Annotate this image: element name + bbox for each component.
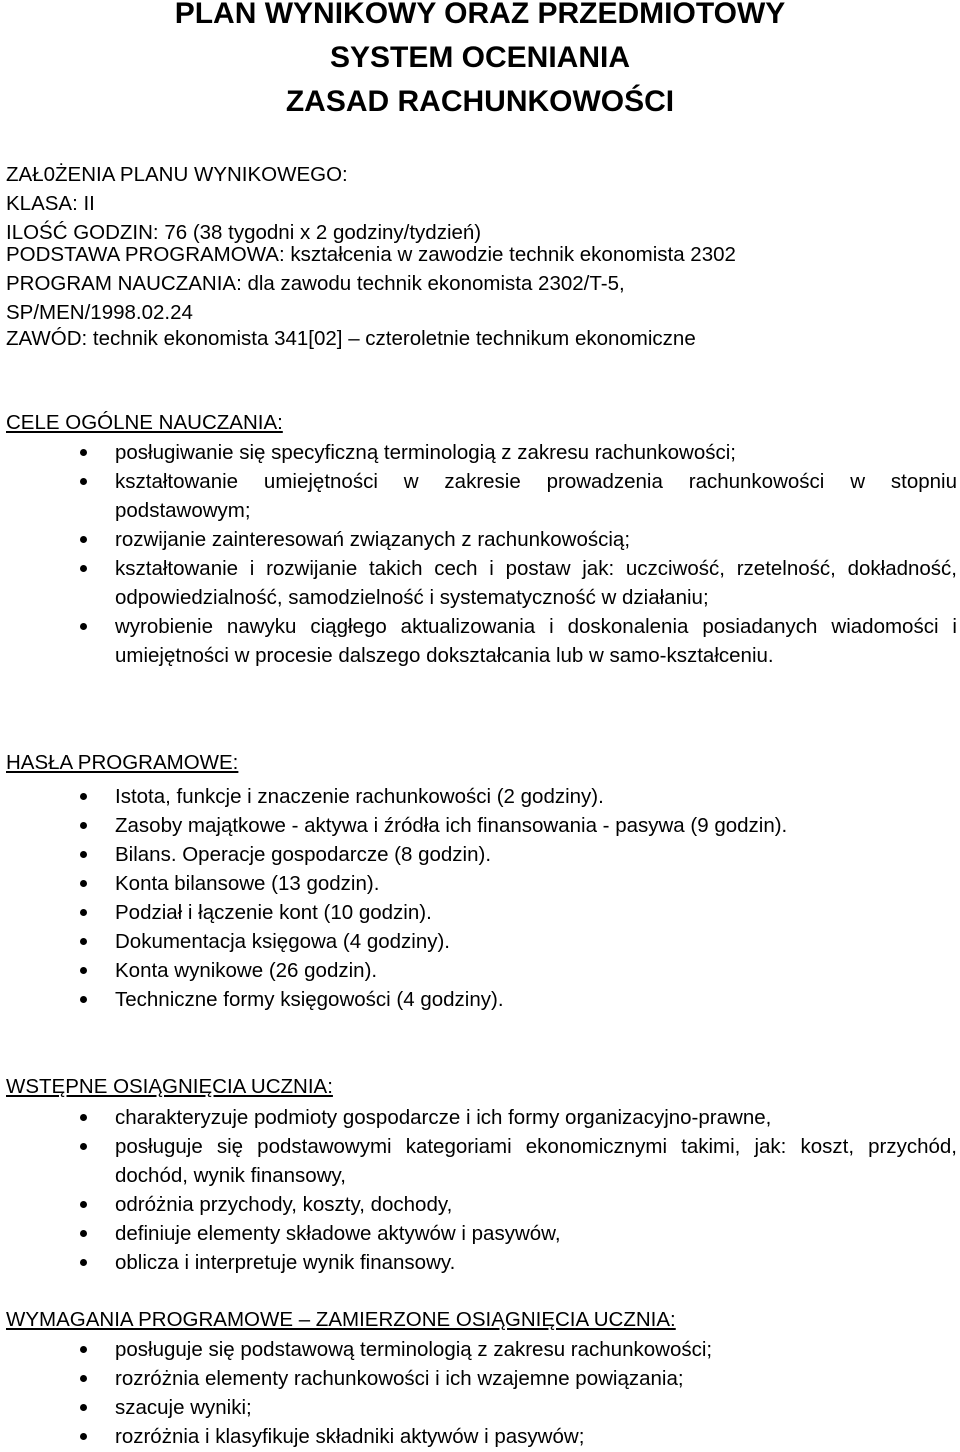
bullet-icon <box>80 851 87 858</box>
list-item: Techniczne formy księgowości (4 godziny). <box>0 985 960 1014</box>
assumptions-heading: ZAŁ0ŻENIA PLANU WYNIKOWEGO: <box>6 163 348 186</box>
bullet-icon <box>80 1143 87 1150</box>
bullet-icon <box>80 1346 87 1353</box>
list-item: oblicza i interpretuje wynik finansowy. <box>0 1248 960 1277</box>
list-item: Konta bilansowe (13 godzin). <box>0 869 960 898</box>
bullet-icon <box>80 449 87 456</box>
bullet-icon <box>80 967 87 974</box>
bullet-icon <box>80 1433 87 1440</box>
bullet-icon <box>80 1375 87 1382</box>
list-item: rozwijanie zainteresowań związanych z rachunkowością; <box>0 525 960 554</box>
initial-heading: WSTĘPNE OSIĄGNIĘCIA UCZNIA: <box>6 1075 333 1098</box>
list-item: wyrobienie nawyku ciągłego aktualizowania i doskonalenia posiadanych wiadomości i umiejętności w procesie dalszego dokształcania lub w samo-kształceniu. <box>0 612 960 670</box>
goals-heading: CELE OGÓLNE NAUCZANIA: <box>6 411 283 434</box>
title-line-2: SYSTEM OCENIANIA <box>329 41 631 74</box>
topics-heading: HASŁA PROGRAMOWE: <box>6 751 239 774</box>
assumptions-class: KLASA: II <box>6 192 95 215</box>
list-item: Dokumentacja księgowa (4 godziny). <box>0 927 960 956</box>
initial-list <box>0 1103 960 1277</box>
topics-list <box>0 782 960 1014</box>
list-item: posługiwanie się specyficzną terminologią z zakresu rachunkowości; <box>0 438 960 467</box>
list-item: posługuje się podstawowymi kategoriami ekonomicznymi takimi, jak: koszt, przychód, dochód, wynik finansowy, <box>0 1132 960 1190</box>
list-item: kształtowanie i rozwijanie takich cech i postaw jak: uczciwość, rzetelność, dokładność, odpowiedzialność, samodzielność i systematyczność w działaniu; <box>0 554 960 612</box>
list-item: kształtowanie umiejętności w zakresie prowadzenia rachunkowości w stopniu podstawowym; <box>0 467 960 525</box>
bullet-icon <box>80 938 87 945</box>
list-item: Konta wynikowe (26 godzin). <box>0 956 960 985</box>
bullet-icon <box>80 996 87 1003</box>
bullet-icon <box>80 1404 87 1411</box>
list-item: charakteryzuje podmioty gospodarcze i ich formy organizacyjno-prawne, <box>0 1103 960 1132</box>
list-item: definiuje elementy składowe aktywów i pasywów, <box>0 1219 960 1248</box>
bullet-icon <box>80 1259 87 1266</box>
requirements-heading: WYMAGANIA PROGRAMOWE – ZAMIERZONE OSIĄGNIĘCIA UCZNIA: <box>6 1308 676 1331</box>
bullet-icon <box>80 536 87 543</box>
list-item: Zasoby majątkowe - aktywa i źródła ich finansowania - pasywa (9 godzin). <box>0 811 960 840</box>
bullet-icon <box>80 793 87 800</box>
list-item: Bilans. Operacje gospodarcze (8 godzin). <box>0 840 960 869</box>
bullet-icon <box>80 1114 87 1121</box>
title-line-3: ZASAD RACHUNKOWOŚCI <box>285 85 675 118</box>
requirements-list <box>0 1335 960 1451</box>
list-item: Istota, funkcje i znaczenie rachunkowości (2 godziny). <box>0 782 960 811</box>
bullet-icon <box>80 822 87 829</box>
list-item: rozróżnia elementy rachunkowości i ich wzajemne powiązania; <box>0 1364 960 1393</box>
list-item: rozróżnia i klasyfikuje składniki aktywów i pasywów; <box>0 1422 960 1451</box>
title-line-1: PLAN WYNIKOWY ORAZ PRZEDMIOTOWY <box>174 0 786 30</box>
list-item: szacuje wyniki; <box>0 1393 960 1422</box>
assumptions-program-code: SP/MEN/1998.02.24 <box>6 301 193 324</box>
assumptions-hours: ILOŚĆ GODZIN: 76 (38 tygodni x 2 godziny/tydzień) <box>6 221 482 244</box>
goals-list <box>0 438 960 670</box>
bullet-icon <box>80 565 87 572</box>
bullet-icon <box>80 909 87 916</box>
list-item: Podział i łączenie kont (10 godzin). <box>0 898 960 927</box>
assumptions-basis: PODSTAWA PROGRAMOWA: kształcenia w zawodzie technik ekonomista 2302 <box>6 243 736 266</box>
list-item: odróżnia przychody, koszty, dochody, <box>0 1190 960 1219</box>
bullet-icon <box>80 880 87 887</box>
list-item: posługuje się podstawową terminologią z zakresu rachunkowości; <box>0 1335 960 1364</box>
bullet-icon <box>80 1230 87 1237</box>
bullet-icon <box>80 478 87 485</box>
assumptions-profession: ZAWÓD: technik ekonomista 341[02] – czteroletnie technikum ekonomiczne <box>6 327 696 350</box>
bullet-icon <box>80 623 87 630</box>
assumptions-program: PROGRAM NAUCZANIA: dla zawodu technik ekonomista 2302/T-5, <box>6 272 625 295</box>
bullet-icon <box>80 1201 87 1208</box>
